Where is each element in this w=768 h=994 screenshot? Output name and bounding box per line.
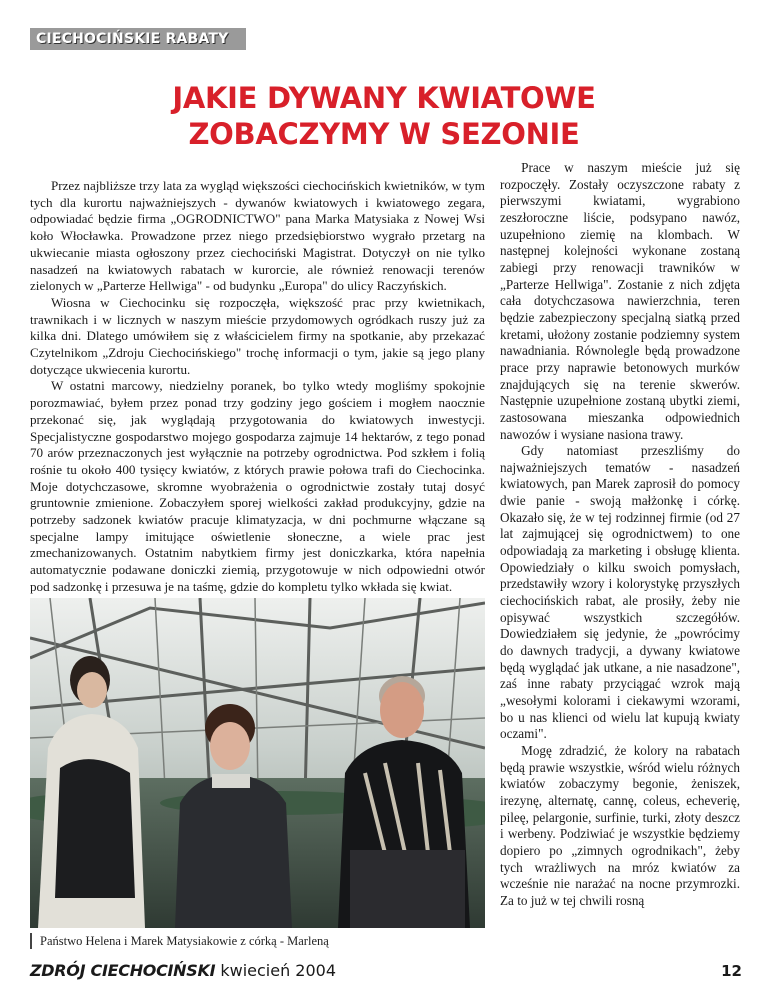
footer-publication — [30, 961, 336, 981]
left-column — [30, 178, 485, 596]
article-title — [120, 80, 648, 152]
paragraph: Przez najbliższe trzy lata za wygląd większości ciechocińskich kwietników, w tym tych dla kurortu najważniejszych - dywanów kwiatowych i kwiatowego zegara, odpowiadać będzie firma „OGRODNICTWO" pana Marka Matysiaka z Nowej Wsi koło Włocławka. Prowadzone przez niego przedsiębiorstwo wygrało przetarg na ukwiecanie miasta ogłoszony przez ciechociński Magistrat. Dotyczył on nie tylko nasadzeń na kwiatowych rabatach w kurorcie, ale również renowacji terenów zielonych w „Parterze Hellwiga" - od budynku „Europa" do ulicy Raczyńskich. — [30, 178, 485, 294]
paragraph: W ostatni marcowy, niedzielny poranek, bo tylko wtedy mogliśmy spokojnie porozmawiać, byłem przez ponad trzy godziny jego gościem i mogłem naocznie przekonać się, jak wyglądają przygotowania do kwiatowych inwestycji. Specjalistyczne gospodarstwo mojego gospodarza zajmuje 14 hektarów, z tego ponad 70 arów przeznaczonych jest wyłącznie na potrzeby ogrodnictwa. Pod szkłem i folią rośnie tu około 400 tysięcy kwiatów, z których prawie połowa trafi do Ciechocinka. Moje dotychczasowe, skromne wyobrażenia o ogrodnictwie zostały tutaj dosyć gruntownie zmienione. Zobaczyłem sporej wielkości zakład produkcyjny, gdzie na potrzeby sadzonek kwiatów pracuje klimatyzacja, w dni pochmurne włączane są specjalne lampy imitujące oświetlenie słoneczne, a wiele prac jest zmechanizowanych. Ostatnim nabytkiem firmy jest doniczkarka, która napełnia automatycznie podawane doniczki ziemią, przygotowuje w nich odpowiedni otwór pod sadzonkę i przesuwa je na taśmę, gdzie do kompletu tylko wkłada się kwiat. — [30, 378, 485, 594]
issue-date: kwiecień 2004 — [220, 961, 337, 980]
right-column — [500, 160, 740, 955]
section-tag: CIECHOCIŃSKIE RABATY — [30, 28, 246, 50]
title-line-2: ZOBACZYMY W SEZONIE — [188, 117, 580, 151]
publication-name: ZDRÓJ CIECHOCIŃSKI — [30, 961, 216, 980]
greenhouse-photo — [30, 598, 485, 928]
paragraph: Gdy natomiast przeszliśmy do najważniejszych tematów - nasadzeń kwiatowych, pan Marek zaprosił do pomocy dwie panie - swoją małżonkę i córkę. Okazało się, że w tej rodzinnej firmie (od 27 lat zajmującej się ogrodnictwem) to one odpowiadają za marketing i obsługę klienta. Opowiedziały o kilku swoich pomysłach, przedstawiły wzory i kolorystykę przyszłych ciechocińskich rabat, ale prosiły, żeby nie opisywać wszystkich szczegółów. Dowiedziałem się jedynie, że „powrócimy do dawnych tradycji, a dywany kwiatowe będą wyglądać jak utkane, a nie nasadzone", zaś inne rabaty przyciągać wzrok mają „wesołymi kolorami i ciekawymi wzorami, bo u nas klienci od wielu lat kupują kwiaty oczami". — [500, 443, 740, 742]
paragraph: Prace w naszym mieście już się rozpoczęły. Zostały oczyszczone rabaty z pierwszymi kwiatami, wygrabiono zeszłoroczne liście, podsypano nawóz, uzupełniono ziemię na klombach. W następnej kolejności wykonane zostaną zabiegi przy renowacji trawników w „Parterze Hellwiga". Zostanie z nich zdjęta cała dotychczasowa nawierzchnia, teren będzie zabezpieczony specjalną siatką przed kretami, ułożony zostanie podziemny system nawadniania. Równolegle będą prowadzone prace przy naprawie betonowych murków znajdujących się na terenie skwerów. Następnie uzupełnione zostaną ubytki ziemi, zastosowana mieszanka odpowiednich nawozów i wysiane nasiona trawy. — [500, 160, 740, 442]
paragraph: Wiosna w Ciechocinku się rozpoczęła, większość prac przy kwietnikach, trawnikach i w licznych w naszym mieście przydomowych ogródkach ruszy już za kilka dni. Dlatego umówiłem się z właścicielem firmy na spotkanie, aby przekazać Czytelnikom „Zdroju Ciechocińskiego" trochę informacji o tym, jakie są jego plany dotyczące ukwiecenia kurortu. — [30, 294, 485, 377]
paragraph: Mogę zdradzić, że kolory na rabatach będą prawie wszystkie, wśród wielu różnych kwiatów zobaczymy begonie, żeniszek, irezynę, alternatę, cannę, coleus, echeverię, pileę, pelargonie, surfinie, turki, złoty deszcz i werbeny. Podziwiać je wszystkie będziemy dopiero po „zimnych ogrodnikach", żeby tych wrażliwych na mróz kwiatów za wcześnie nie narażać na nocne przymrozki. Za to już w tej chwili rosną — [500, 742, 740, 908]
page-number: 12 — [721, 962, 742, 980]
title-line-1: JAKIE DYWANY KWIATOWE — [172, 81, 596, 115]
photo-caption: Państwo Helena i Marek Matysiakowie z córką - Marleną — [30, 933, 485, 949]
